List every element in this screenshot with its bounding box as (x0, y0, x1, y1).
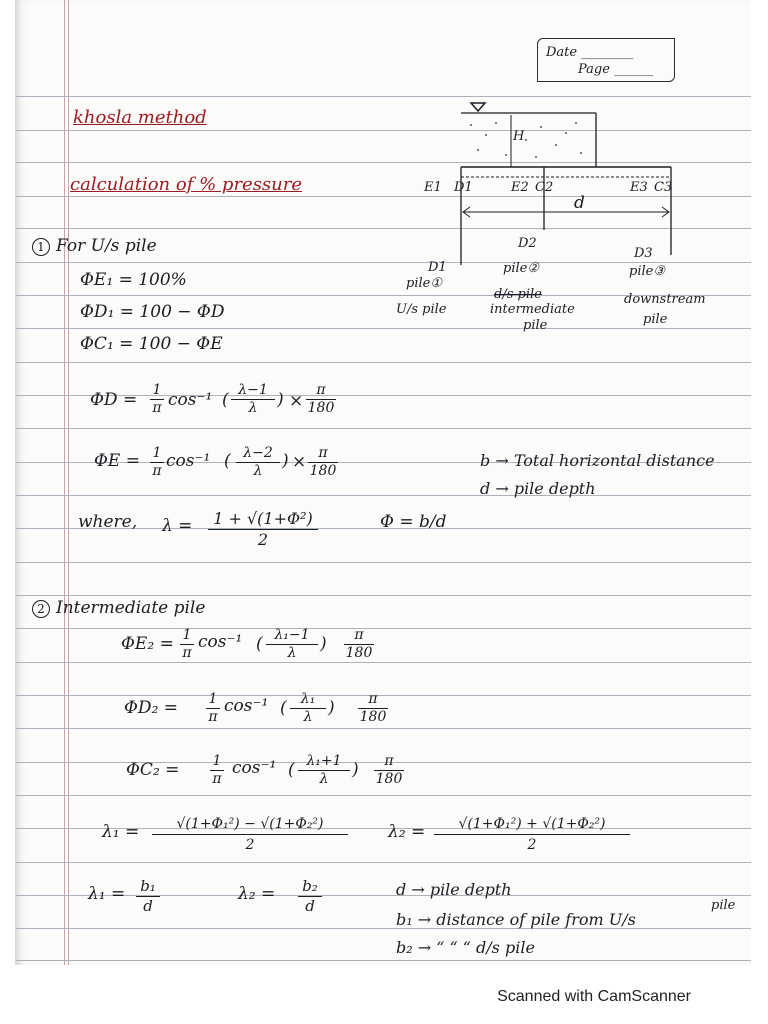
ruled-line (16, 862, 751, 863)
phi-e-cos-inverse: cos⁻¹ (166, 451, 211, 471)
label-e3: E3 (630, 180, 648, 195)
phi-d-pi-180: π 180 (307, 382, 335, 416)
phi-e-lhs: ΦE = (94, 451, 140, 471)
lambda-fraction: 1 + √(1+Φ²) 2 (208, 510, 318, 549)
page-label: Page ______ (578, 62, 654, 77)
phi-e2-lambda-fraction: λ₁−1 λ (266, 628, 318, 661)
phi-d-cos-inverse: cos⁻¹ (168, 390, 213, 410)
pile1-label: pile① (406, 276, 442, 291)
phi-e2-cos-inverse: cos⁻¹ (198, 632, 243, 652)
open-paren: ( (224, 451, 231, 471)
phi-c2-cos-inverse: cos⁻¹ (232, 758, 277, 778)
section-2-heading: 2 Intermediate pile (32, 598, 205, 618)
label-c3: C3 (654, 180, 673, 195)
water-level-icon (471, 103, 485, 111)
phi-d2-pi-180: π 180 (359, 691, 387, 725)
phi-c2-fraction-1-pi: 1 π (210, 754, 224, 787)
ruled-line (16, 495, 751, 496)
phi-c2-lhs: ΦC₂ = (126, 760, 180, 780)
pile2-desc-1: intermediate (490, 302, 575, 317)
phi-d-lambda-fraction: λ−1 λ (231, 383, 275, 416)
ruled-line (16, 728, 751, 729)
lambda2-lhs: λ₂ = (388, 822, 426, 842)
lambda1-lhs: λ₁ = (102, 822, 140, 842)
label-d2: D2 (518, 236, 537, 251)
equation-phi-e1: ΦE₁ = 100% (80, 270, 187, 290)
phi-e-lambda-fraction: λ−2 λ (236, 446, 280, 479)
pile3-desc-1: downstream (624, 292, 706, 307)
subtitle: calculation of % pressure (70, 174, 303, 195)
where-label: where, (78, 512, 138, 532)
water-stipple (470, 122, 582, 158)
date-page-box (537, 38, 675, 82)
lambda1-b-lhs: λ₁ = (88, 884, 126, 904)
equation-phi-c1: ΦC₁ = 100 − ΦE (80, 334, 223, 354)
phi-d-lhs: ΦD = (90, 390, 138, 410)
phi-e-pi-180: π 180 (309, 445, 337, 479)
label-d1-bottom: D1 (428, 260, 447, 275)
note-d-definition: d → pile depth (480, 479, 596, 498)
phi-e-fraction-1-pi: 1 π (150, 446, 164, 479)
phi-e2-pi-180: π 180 (345, 627, 373, 661)
label-d3: D3 (634, 246, 653, 261)
phi-c2-lambda-fraction: λ₁+1 λ (298, 754, 350, 787)
pile3-desc-2: pile (643, 312, 668, 327)
lambda2-fraction: √(1+Φ₁²) + √(1+Φ₂²) 2 (434, 815, 630, 854)
pile2-desc-2: pile (523, 318, 548, 333)
ruled-line (16, 595, 751, 596)
open-paren: ( (222, 390, 229, 410)
label-e1: E1 (424, 180, 442, 195)
note-b1-definition: b₁ → distance of pile from U/s (396, 910, 636, 929)
phi-definition: Φ = b/d (380, 512, 447, 532)
phi-d-fraction-1-pi: 1 π (150, 383, 164, 416)
note-b2-definition: b₂ → “ “ “ d/s pile (396, 938, 535, 957)
section-1-heading: 1 For U/s pile (32, 236, 157, 256)
close-paren: ) (320, 634, 327, 654)
note-b1-pile: pile (711, 898, 736, 913)
lambda2-b-fraction: b₂ d (298, 878, 322, 915)
scanner-watermark: Scanned with CamScanner (497, 988, 691, 1005)
section-number-circle: 2 (32, 600, 50, 618)
lambda1-fraction: √(1+Φ₁²) − √(1+Φ₂²) 2 (152, 815, 348, 854)
ruled-line (16, 795, 751, 796)
ruled-line (16, 628, 751, 629)
phi-d2-fraction-1-pi: 1 π (206, 692, 220, 725)
close-paren: ) (282, 451, 289, 471)
times-sign: × (289, 391, 304, 411)
open-paren: ( (288, 760, 295, 780)
ruled-line (16, 928, 751, 929)
open-paren: ( (280, 698, 287, 718)
pile3-label: pile③ (629, 264, 665, 279)
margin-line (68, 0, 69, 965)
phi-d2-lhs: ΦD₂ = (124, 698, 179, 718)
lambda-lhs: λ = (162, 516, 193, 536)
phi-d2-lambda-fraction: λ₁ λ (290, 692, 326, 725)
ruled-line (16, 428, 751, 429)
note-b-definition: b → Total horizontal distance (480, 451, 715, 470)
close-paren: ) (352, 760, 359, 780)
section-number-circle: 1 (32, 238, 50, 256)
pile2-label: pile② (503, 261, 539, 276)
date-label: Date ________ (546, 45, 634, 60)
close-paren: ) (277, 390, 284, 410)
open-paren: ( (256, 634, 263, 654)
label-c2: C2 (535, 180, 554, 195)
ruled-line (16, 960, 751, 961)
label-e2: E2 (511, 180, 529, 195)
equation-phi-d1: ΦD₁ = 100 − ΦD (80, 302, 225, 322)
ruled-line (16, 662, 751, 663)
ruled-line (16, 895, 751, 896)
head-label: H (513, 129, 525, 144)
ruled-line (16, 362, 751, 363)
page-title: khosla method (73, 107, 207, 128)
phi-c2-pi-180: π 180 (375, 753, 403, 787)
notebook-page (15, 0, 751, 965)
phi-e2-lhs: ΦE₂ = (121, 634, 174, 654)
pile2-struck: d/s pile (494, 287, 542, 302)
lambda1-b-fraction: b₁ d (136, 878, 160, 915)
pile1-desc: U/s pile (396, 302, 447, 317)
ruled-line (16, 562, 751, 563)
margin-line (64, 0, 65, 965)
lambda2-b-lhs: λ₂ = (238, 884, 276, 904)
phi-e2-fraction-1-pi: 1 π (180, 628, 194, 661)
label-d1: D1 (454, 180, 473, 195)
close-paren: ) (328, 698, 335, 718)
times-sign: × (292, 452, 307, 472)
width-label: d (574, 193, 585, 213)
phi-d2-cos-inverse: cos⁻¹ (224, 696, 269, 716)
note-pile-depth: d → pile depth (396, 880, 512, 899)
